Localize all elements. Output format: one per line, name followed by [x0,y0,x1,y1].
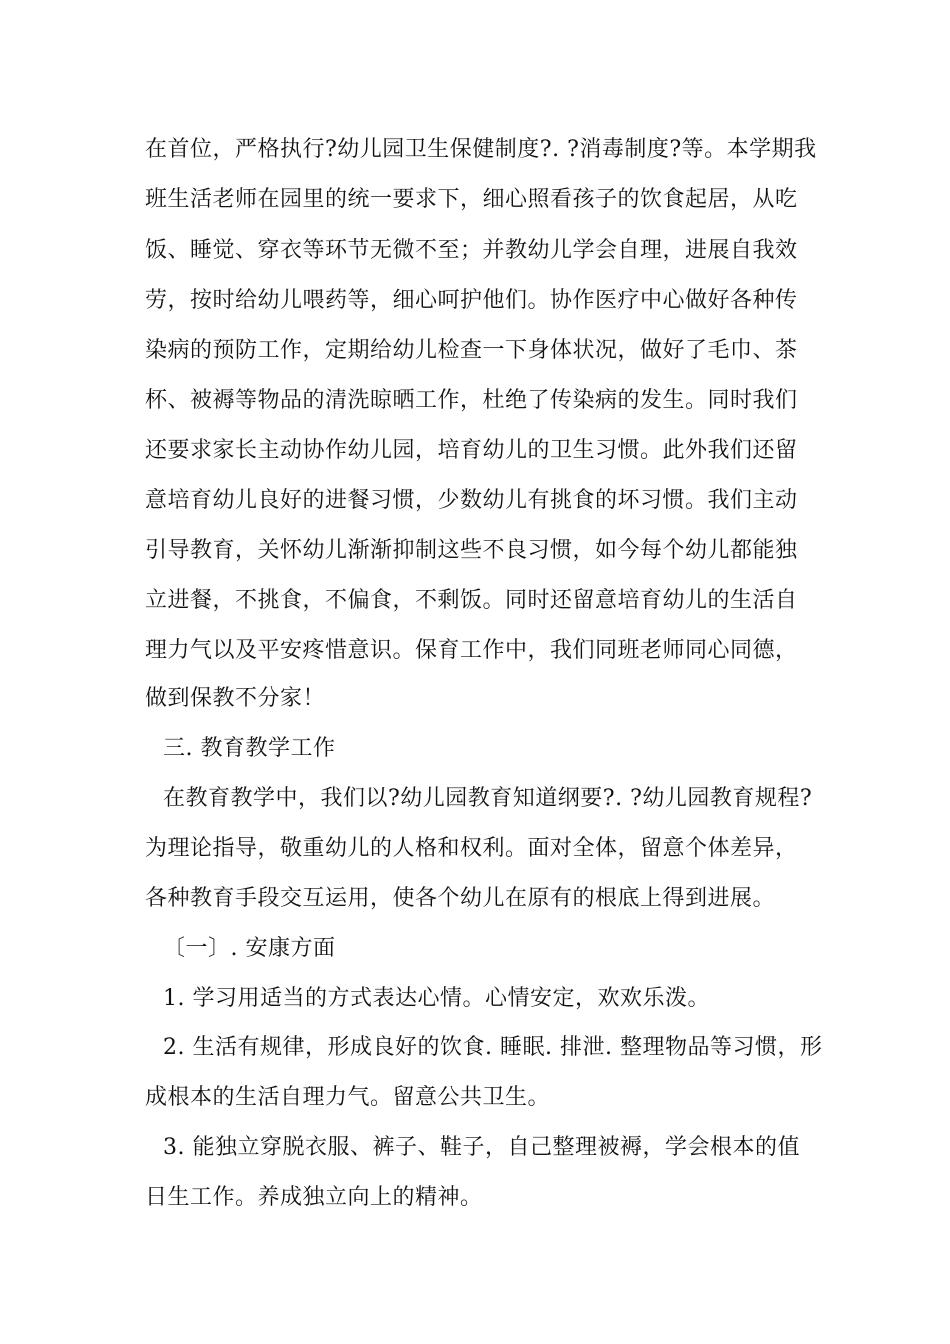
paragraph-line: 意培育幼儿良好的进餐习惯，少数幼儿有挑食的坏习惯。我们主动 [145,488,798,513]
subsection-heading: 〔一〕. 安康方面 [163,936,336,961]
paragraph-line: 饭、睡觉、穿衣等环节无微不至；并教幼儿学会自理，进展自我效 [145,238,798,263]
paragraph-line: 染病的预防工作，定期给幼儿检查一下身体状况，做好了毛巾、茶 [145,338,798,363]
section-heading: 三. 教育教学工作 [163,736,336,761]
paragraph-line: 理力气以及平安疼惜意识。保育工作中，我们同班老师同心同德， [145,638,798,663]
paragraph-line: 立进餐，不挑食，不偏食，不剩饭。同时还留意培育幼儿的生活自 [145,588,798,613]
list-item: 1. 学习用适当的方式表达心情。心情安定，欢欢乐泼。 [163,986,710,1011]
paragraph-line: 各种教育手段交互运用，使各个幼儿在原有的根底上得到进展。 [145,886,776,911]
paragraph-line: 做到保教不分家！ [145,686,326,711]
paragraph-line: 杯、被褥等物品的清洗晾晒工作，杜绝了传染病的发生。同时我们 [145,388,798,413]
paragraph-line: 在教育教学中，我们以?幼儿园教育知道纲要?. ?幼儿园教育规程? [163,786,813,811]
paragraph-line: 成根本的生活自理力气。留意公共卫生。 [145,1085,551,1110]
paragraph-line: 班生活老师在园里的统一要求下，细心照看孩子的饮食起居，从吃 [145,187,798,212]
paragraph-line: 还要求家长主动协作幼儿园，培育幼儿的卫生习惯。此外我们还留 [145,438,798,463]
paragraph-line: 日生工作。养成独立向上的精神。 [145,1185,483,1210]
paragraph-line: 劳，按时给幼儿喂药等，细心呵护他们。协作医疗中心做好各种传 [145,288,798,313]
paragraph-line: 引导教育，关怀幼儿渐渐抑制这些不良习惯，如今每个幼儿都能独 [145,538,798,563]
paragraph-line: 在首位，严格执行?幼儿园卫生保健制度?. ?消毒制度?等。本学期我 [145,137,817,162]
paragraph-line: 为理论指导，敬重幼儿的人格和权利。面对全体，留意个体差异， [145,836,798,861]
list-item: 2. 生活有规律，形成良好的饮食. 睡眠. 排泄. 整理物品等习惯，形 [163,1035,823,1060]
list-item: 3. 能独立穿脱衣服、裤子、鞋子，自己整理被褥，学会根本的值 [163,1135,800,1160]
